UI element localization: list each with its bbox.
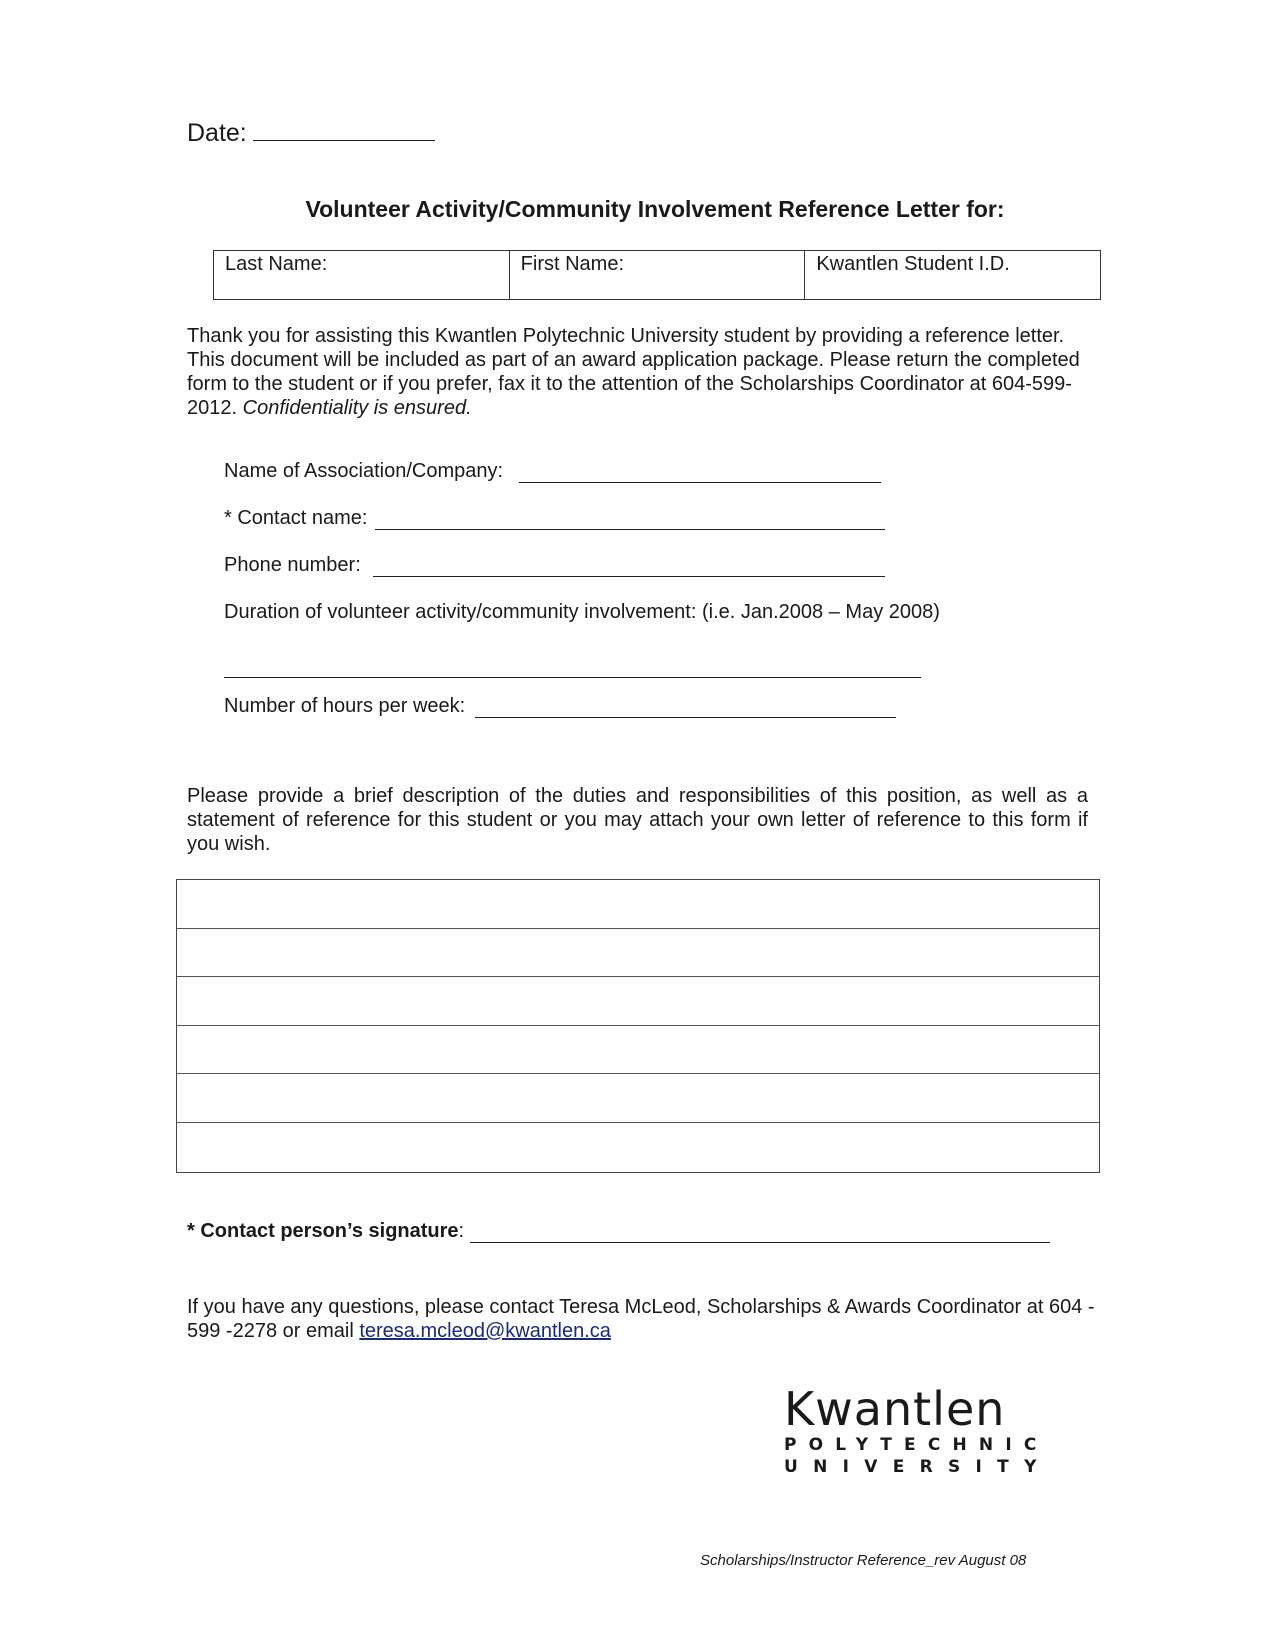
- first-name-cell[interactable]: First Name:: [510, 251, 806, 299]
- intro-text: Thank you for assisting this Kwantlen Polytechnic University student by providing a reference letter. This document will be included as part of an award application package. Please return the completed form to the student or if you prefer, fax it to the attention of the Scholarships Coordinator at 604-599-2012.: [187, 325, 1080, 419]
- date-field: [187, 118, 435, 148]
- signature-field: [187, 1220, 1050, 1243]
- description-row[interactable]: [177, 929, 1099, 978]
- description-instructions: Please provide a brief description of the duties and responsibilities of this position, as well as a statement of reference for this student or you may attach your own letter of reference to this form if you wish.: [187, 785, 1088, 855]
- description-row[interactable]: [177, 1074, 1099, 1123]
- logo-word: Kwantlen: [784, 1382, 1006, 1436]
- description-row[interactable]: [177, 1026, 1099, 1075]
- signature-colon: :: [458, 1220, 465, 1242]
- contact-name-line[interactable]: [375, 509, 885, 530]
- form-title: Volunteer Activity/Community Involvement Reference Letter for:: [305, 196, 1005, 222]
- date-line[interactable]: [253, 118, 435, 141]
- signature-label: * Contact person’s signature: [187, 1220, 459, 1242]
- student-id-cell[interactable]: Kwantlen Student I.D.: [816, 253, 1010, 275]
- signature-line[interactable]: [470, 1222, 1050, 1243]
- contact-paragraph: [187, 1295, 1097, 1343]
- contact-email-link[interactable]: teresa.mcleod@kwantlen.ca: [359, 1320, 611, 1342]
- duration-line[interactable]: [224, 677, 921, 678]
- contact-text: If you have any questions, please contact Teresa McLeod, Scholarships & Awards Coordinator at 604 - 599 -2278 or email: [187, 1296, 1095, 1342]
- kwantlen-logo: [784, 1382, 1052, 1478]
- contact-name-label: * Contact name:: [224, 507, 368, 529]
- association-label: Name of Association/Company:: [224, 460, 504, 482]
- phone-line[interactable]: [373, 556, 885, 577]
- confidentiality-note: Confidentiality is ensured.: [242, 397, 472, 419]
- hours-label: Number of hours per week:: [224, 695, 466, 717]
- duration-label: Duration of volunteer activity/community involvement: (i.e. Jan.2008 – May 2008): [224, 601, 940, 623]
- hours-line[interactable]: [475, 697, 896, 718]
- phone-label: Phone number:: [224, 554, 361, 576]
- footer-revision: Scholarships/Instructor Reference_rev August 08: [700, 1552, 1027, 1569]
- logo-line-2: UNIVERSITY: [784, 1457, 1052, 1477]
- logo-line-1: POLYTECHNIC: [784, 1435, 1049, 1455]
- description-row[interactable]: [177, 977, 1099, 1026]
- duration-field: [224, 601, 940, 624]
- student-name-table: [213, 250, 1101, 300]
- association-field: [224, 460, 881, 483]
- contact-name-field: [224, 507, 885, 530]
- last-name-cell[interactable]: Last Name:: [214, 251, 510, 299]
- date-label: Date:: [187, 119, 247, 147]
- phone-field: [224, 554, 885, 577]
- intro-paragraph: [187, 324, 1087, 420]
- hours-field: [224, 695, 896, 718]
- description-box[interactable]: [176, 879, 1100, 1173]
- description-row[interactable]: [177, 880, 1099, 929]
- association-line[interactable]: [519, 462, 881, 483]
- description-row[interactable]: [177, 1123, 1099, 1172]
